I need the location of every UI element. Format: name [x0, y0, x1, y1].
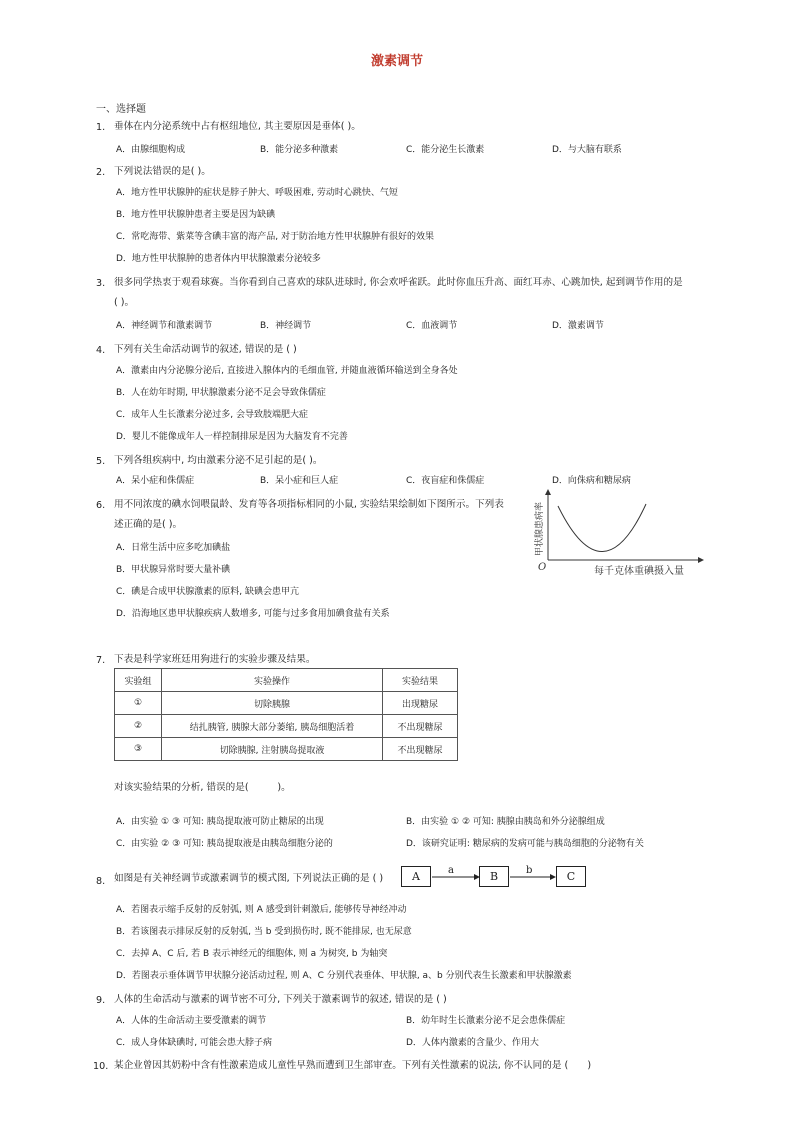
question-number: 9.: [96, 995, 106, 1006]
u-curve: [558, 504, 646, 552]
diagram-arrows: [430, 862, 560, 892]
question-number: 6.: [96, 500, 106, 511]
arrow-a-head: [474, 874, 480, 880]
table-cell: 切除胰腺: [162, 692, 383, 715]
option-b: B．地方性甲状腺肿患者主要是因为缺碘: [116, 210, 276, 220]
option-d: D．与大脑有联系: [552, 145, 622, 155]
diagram-node-b: B: [479, 866, 509, 887]
table-cell: 结扎胰管, 胰腺大部分萎缩, 胰岛细胞活着: [162, 715, 383, 738]
option-c: C．成年人生长激素分泌过多, 会导致肢端肥大症: [116, 410, 309, 420]
table-cell: 切除胰腺, 注射胰岛提取液: [162, 738, 383, 761]
option-c: C．夜盲症和侏儒症: [406, 476, 485, 486]
option-b: B．甲状腺异常时要大量补碘: [116, 565, 231, 575]
question-text: 下列各组疾病中, 均由激素分泌不足引起的是( )。: [114, 455, 323, 466]
option-c: C．血液调节: [406, 321, 458, 331]
question-text: 某企业曾因其奶粉中含有性激素造成儿童性早熟而遭到卫生部审查。下列有关性激素的说法, 你不认同的是 ( ): [114, 1060, 592, 1071]
option-c: C．能分泌生长激素: [406, 145, 485, 155]
option-b: B．若该图表示排尿反射的反射弧, 当 b 受到损伤时, 既不能排尿, 也无尿意: [116, 927, 412, 937]
option-c: C．由实验 ② ③ 可知: 胰岛提取液是由胰岛细胞分泌的: [116, 839, 333, 849]
table-cell: ②: [115, 715, 162, 738]
table-header: 实验组: [115, 669, 162, 692]
experiment-table: [114, 668, 458, 761]
option-c: C．成人身体缺碘时, 可能会患大脖子病: [116, 1038, 273, 1048]
edge-label-b: b: [526, 865, 533, 876]
diagram-node-a: A: [401, 866, 431, 887]
table-header-row: [115, 669, 458, 692]
question-text: 下表是科学家班廷用狗进行的实验步骤及结果。: [114, 654, 316, 665]
option-d: D．人体内激素的含量少、作用大: [406, 1038, 539, 1048]
option-d: D．地方性甲状腺肿的患者体内甲状腺激素分泌较多: [116, 254, 321, 264]
question-text: 如图是有关神经调节或激素调节的模式图, 下列说法正确的是 ( ): [114, 873, 384, 884]
question-number: 4.: [96, 345, 106, 356]
table-cell: 出现糖尿: [383, 692, 458, 715]
option-a: A．由腺细胞构成: [116, 145, 186, 155]
question-number: 8.: [96, 876, 106, 887]
option-a: A．地方性甲状腺肿的症状是脖子肿大、呼吸困难, 劳动时心跳快、气短: [116, 188, 398, 198]
question-text-cont: 述正确的是( )。: [114, 519, 183, 530]
option-d: D．若图表示垂体调节甲状腺分泌活动过程, 则 A、C 分别代表垂体、甲状腺, a、b 分别代表生长激素和甲状腺激素: [116, 971, 572, 981]
iodine-graph: [528, 488, 708, 580]
question-number: 3.: [96, 278, 106, 289]
question-text: 人体的生命活动与激素的调节密不可分, 下列关于激素调节的叙述, 错误的是 ( ): [114, 994, 447, 1005]
option-a: A．神经调节和激素调节: [116, 321, 213, 331]
option-d: D．婴儿不能像成年人一样控制排尿是因为大脑发育不完善: [116, 432, 348, 442]
table-cell: ①: [115, 692, 162, 715]
x-axis-arrow: [698, 557, 704, 563]
question-text: 很多同学热衷于观看球赛。当你看到自己喜欢的球队进球时, 你会欢呼雀跃。此时你血压升高、面红耳赤、心跳加快, 起到调节作用的是: [114, 277, 683, 288]
question-number: 10.: [93, 1061, 109, 1072]
graph-xlabel: 每千克体重碘摄入量: [594, 566, 684, 577]
arrow-b-head: [550, 874, 556, 880]
diagram-node-c: C: [556, 866, 586, 887]
edge-label-a: a: [448, 865, 454, 876]
option-c: C．常吃海带、紫菜等含碘丰富的海产品, 对于防治地方性甲状腺肿有很好的效果: [116, 232, 435, 242]
y-axis-arrow: [545, 489, 551, 495]
table-cell: 不出现糖尿: [383, 738, 458, 761]
table-cell: ③: [115, 738, 162, 761]
graph-origin: O: [538, 562, 547, 573]
option-b: B．人在幼年时期, 甲状腺激素分泌不足会导致侏儒症: [116, 388, 326, 398]
option-c: C．去掉 A、C 后, 若 B 表示神经元的细胞体, 则 a 为树突, b 为轴突: [116, 949, 388, 959]
question-number: 5.: [96, 456, 106, 467]
option-d: D．向侏病和糖尿病: [552, 476, 631, 486]
option-d: D．沿海地区患甲状腺疾病人数增多, 可能与过多食用加碘食盐有关系: [116, 609, 390, 619]
option-d: D．该研究证明: 糖尿病的发病可能与胰岛细胞的分泌物有关: [406, 839, 644, 849]
option-a: A．人体的生命活动主要受激素的调节: [116, 1016, 267, 1026]
table-row: [115, 692, 458, 715]
graph-ylabel: 甲状腺患病率: [535, 501, 545, 556]
option-a: A．激素由内分泌腺分泌后, 直接进入腺体内的毛细血管, 并随血液循环输送到全身各处: [116, 366, 458, 376]
question-text: 用不同浓度的碘水饲喂鼠龄、发育等各项指标相同的小鼠, 实验结果绘制如下图所示。下列表: [114, 499, 504, 510]
option-b: B．呆小症和巨人症: [260, 476, 339, 486]
question-text: 下列说法错误的是( )。: [114, 166, 211, 177]
table-header: 实验操作: [162, 669, 383, 692]
option-a: A．若图表示缩手反射的反射弧, 则 A 感受到针刺激后, 能够传导神经冲动: [116, 905, 407, 915]
option-b: B．神经调节: [260, 321, 312, 331]
option-a: A．由实验 ① ③ 可知: 胰岛提取液可防止糖尿的出现: [116, 817, 324, 827]
question-number: 7.: [96, 655, 106, 666]
table-row: [115, 715, 458, 738]
option-c: C．碘是合成甲状腺激素的原料, 缺碘会患甲亢: [116, 587, 300, 597]
option-d: D．激素调节: [552, 321, 604, 331]
question-number: 1.: [96, 122, 106, 133]
question-text-cont: 对该实验结果的分析, 错误的是( )。: [114, 782, 291, 793]
option-b: B．能分泌多种激素: [260, 145, 339, 155]
page-title: 激素调节: [370, 54, 423, 69]
table-header: 实验结果: [383, 669, 458, 692]
question-text-cont: ( )。: [114, 297, 135, 308]
option-a: A．呆小症和侏儒症: [116, 476, 195, 486]
option-b: B．幼年时生长激素分泌不足会患侏儒症: [406, 1016, 566, 1026]
table-cell: 不出现糖尿: [383, 715, 458, 738]
question-number: 2.: [96, 167, 106, 178]
table-row: [115, 738, 458, 761]
option-b: B．由实验 ① ② 可知: 胰腺由胰岛和外分泌腺组成: [406, 817, 605, 827]
question-text: 下列有关生命活动调节的叙述, 错误的是 ( ): [114, 344, 297, 355]
section-heading: 一、选择题: [96, 104, 146, 115]
question-text: 垂体在内分泌系统中占有枢纽地位, 其主要原因是垂体( )。: [114, 121, 361, 132]
option-a: A．日常生活中应多吃加碘盐: [116, 543, 231, 553]
